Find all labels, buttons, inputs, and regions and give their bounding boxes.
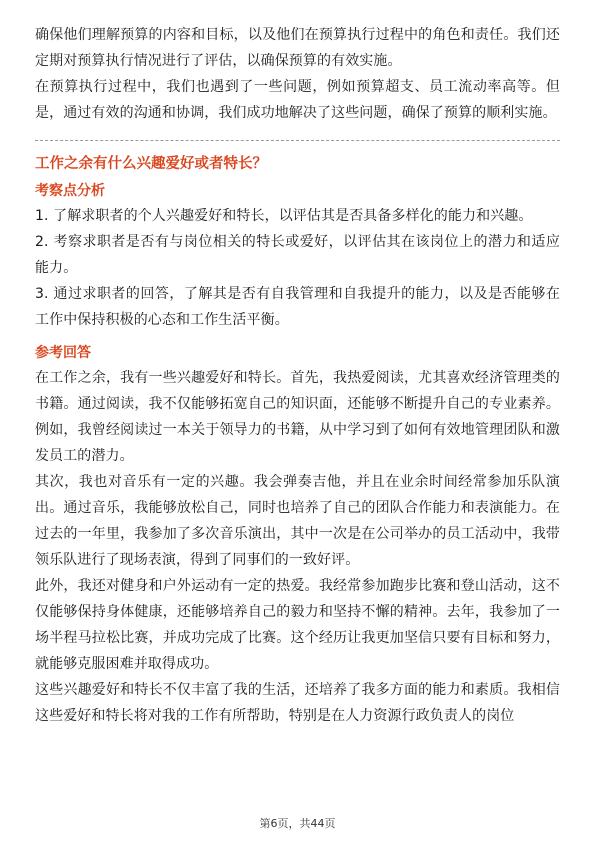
intro-paragraph-1: 确保他们理解预算的内容和目标，以及他们在预算执行过程中的角色和责任。我们还定期对预算执行情况进行了评估，以确保预算的有效实施。 (35, 27, 560, 69)
intro-paragraph-2: 在预算执行过程中，我们也遇到了一些问题，例如预算超支、员工流动率高等。但是，通过有效的沟通和协调，我们成功地解决了这些问题，确保了预算的顺利实施。 (35, 79, 560, 121)
answer-paragraph-1: 在工作之余，我有一些兴趣爱好和特长。首先，我热爱阅读，尤其喜欢经济管理类的书籍。通过阅读，我不仅能够拓宽自己的知识面，还能够不断提升自己的专业素养。例如，我曾经阅读过一本关于领导力的书籍，从中学习到了如何有效地管理团队和激发员工的潜力。 (35, 370, 560, 464)
answer-paragraph-4: 这些兴趣爱好和特长不仅丰富了我的生活，还培养了我多方面的能力和素质。我相信这些爱好和特长将对我的工作有所帮助，特别是在人力资源行政负责人的岗位 (35, 682, 560, 724)
analysis-item-1: 1. 了解求职者的个人兴趣爱好和特长，以评估其是否具备多样化的能力和兴趣。 (35, 208, 533, 224)
analysis-item-3: 3. 通过求职者的回答，了解其是否有自我管理和自我提升的能力，以及是否能够在工作中保持积极的心态和工作生活平衡。 (35, 286, 560, 328)
document-page (35, 22, 560, 729)
answer-paragraph-2: 其次，我也对音乐有一定的兴趣。我会弹奏吉他，并且在业余时间经常参加乐队演出。通过音乐，我能够放松自己，同时也培养了自己的团队合作能力和表演能力。在过去的一年里，我参加了多次音乐演出，其中一次是在公司举办的员工活动中，我带领乐队进行了现场表演，得到了同事们的一致好评。 (35, 474, 560, 568)
page-number: 第6页，共44页 (259, 817, 336, 830)
analysis-item-2: 2. 考察求职者是否有与岗位相关的特长或爱好，以评估其在该岗位上的潜力和适应能力。 (35, 234, 560, 276)
answer-heading: 参考回答 (35, 345, 91, 361)
analysis-heading: 考察点分析 (35, 183, 105, 199)
question-heading: 工作之余有什么兴趣爱好或者特长？ (35, 156, 267, 172)
section-divider (35, 140, 560, 141)
answer-paragraph-3: 此外，我还对健身和户外运动有一定的热爱。我经常参加跑步比赛和登山活动，这不仅能够保持身体健康，还能够培养自己的毅力和坚持不懈的精神。去年，我参加了一场半程马拉松比赛，并成功完成了比赛。这个经历让我更加坚信只要有目标和努力，就能够克服困难并取得成功。 (35, 578, 560, 672)
